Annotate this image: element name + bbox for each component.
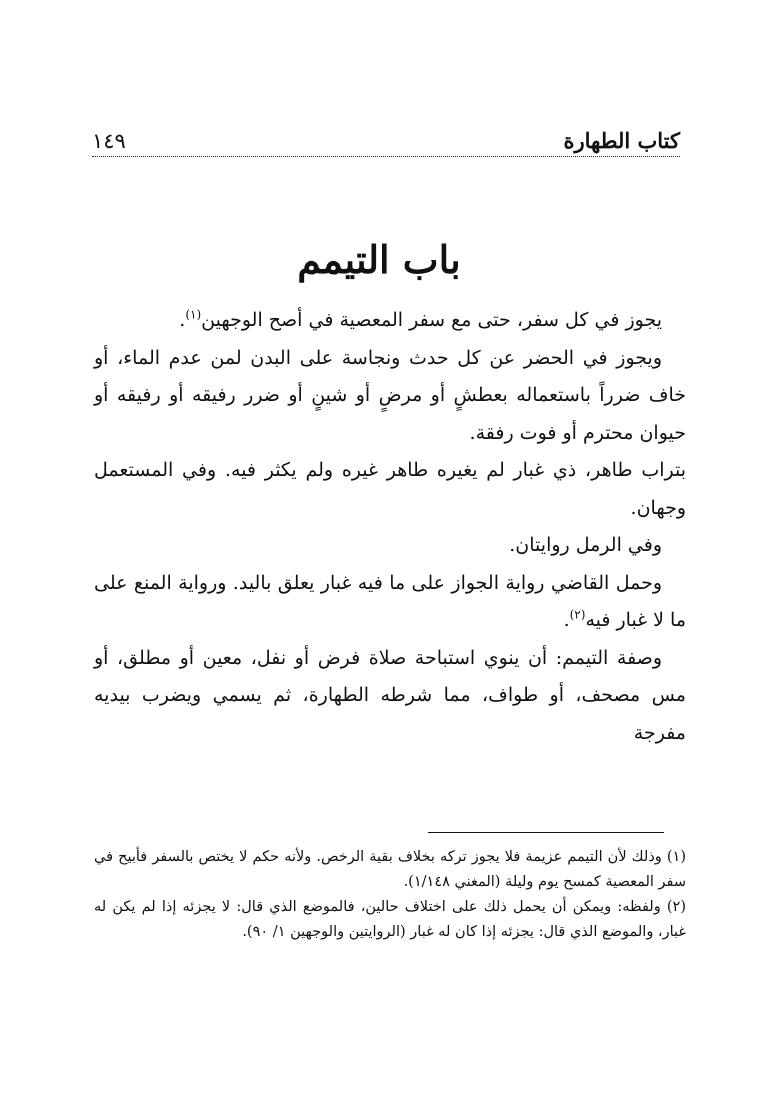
paragraph-tail: . [563, 609, 570, 631]
paragraph-text: يجوز في كل سفر، حتى مع سفر المعصية في أصح الوجهين [201, 309, 662, 331]
paragraph-tail: . [179, 309, 186, 331]
paragraph-text: وفي الرمل روايتان. [509, 534, 662, 556]
footnote-divider [428, 832, 664, 833]
chapter-title: باب التيمم [297, 237, 461, 283]
paragraph [94, 565, 686, 640]
paragraph-text: ويجوز في الحضر عن كل حدث ونجاسة على البدن لمن عدم الماء، أو خاف ضرراً باستعماله بعطشٍ أو مرضٍ أو شينٍ أو ضرر رفيقه أو رفيقه أو حيوان محترم أو فوت رفقة. [94, 346, 686, 444]
paragraph-text: وصفة التيمم: أن ينوي استباحة صلاة فرض أو نفل، معين أو مطلق، أو مس مصحف، أو طواف، مما شرطه الطهارة، ثم يسمي ويضرب بيديه مفرجة [94, 646, 686, 744]
paragraph [94, 640, 686, 753]
footnote-reference: (٢) [569, 607, 586, 622]
footnote-reference: (١) [185, 307, 202, 322]
footnotes [94, 845, 686, 945]
footnote: (١) وذلك لأن التيمم عزيمة فلا يجوز تركه بخلاف بقية الرخص. ولأنه حكم لا يختص بالسفر فأبيح في سفر المعصية كمسح يوم وليلة (المغني ١/١٤٨). [94, 849, 686, 890]
running-header [92, 128, 680, 157]
paragraph [94, 340, 686, 453]
main-text [94, 302, 686, 752]
paragraph [94, 527, 686, 565]
paragraph [94, 452, 686, 527]
footnote: (٢) ولفظه: ويمكن أن يحمل ذلك على اختلاف حالين، فالموضع الذي قال: لا يجزئه إذا لم يكن له غبار، والموضع الذي قال: يجزئه إذا كان له غبار (الروايتين والوجهين ١/ ٩٠). [94, 899, 686, 940]
running-header-title: كتاب الطهارة [563, 128, 680, 153]
paragraph-text: بتراب طاهر، ذي غبار لم يغيره طاهر غيره ولم يكثر فيه. وفي المستعمل وجهان. [94, 459, 686, 519]
paragraph-text: وحمل القاضي رواية الجواز على ما فيه غبار يعلق باليد. ورواية المنع على ما لا غبار فيه [94, 571, 686, 631]
paragraph [94, 302, 686, 340]
page-number: ١٤٩ [92, 129, 126, 153]
